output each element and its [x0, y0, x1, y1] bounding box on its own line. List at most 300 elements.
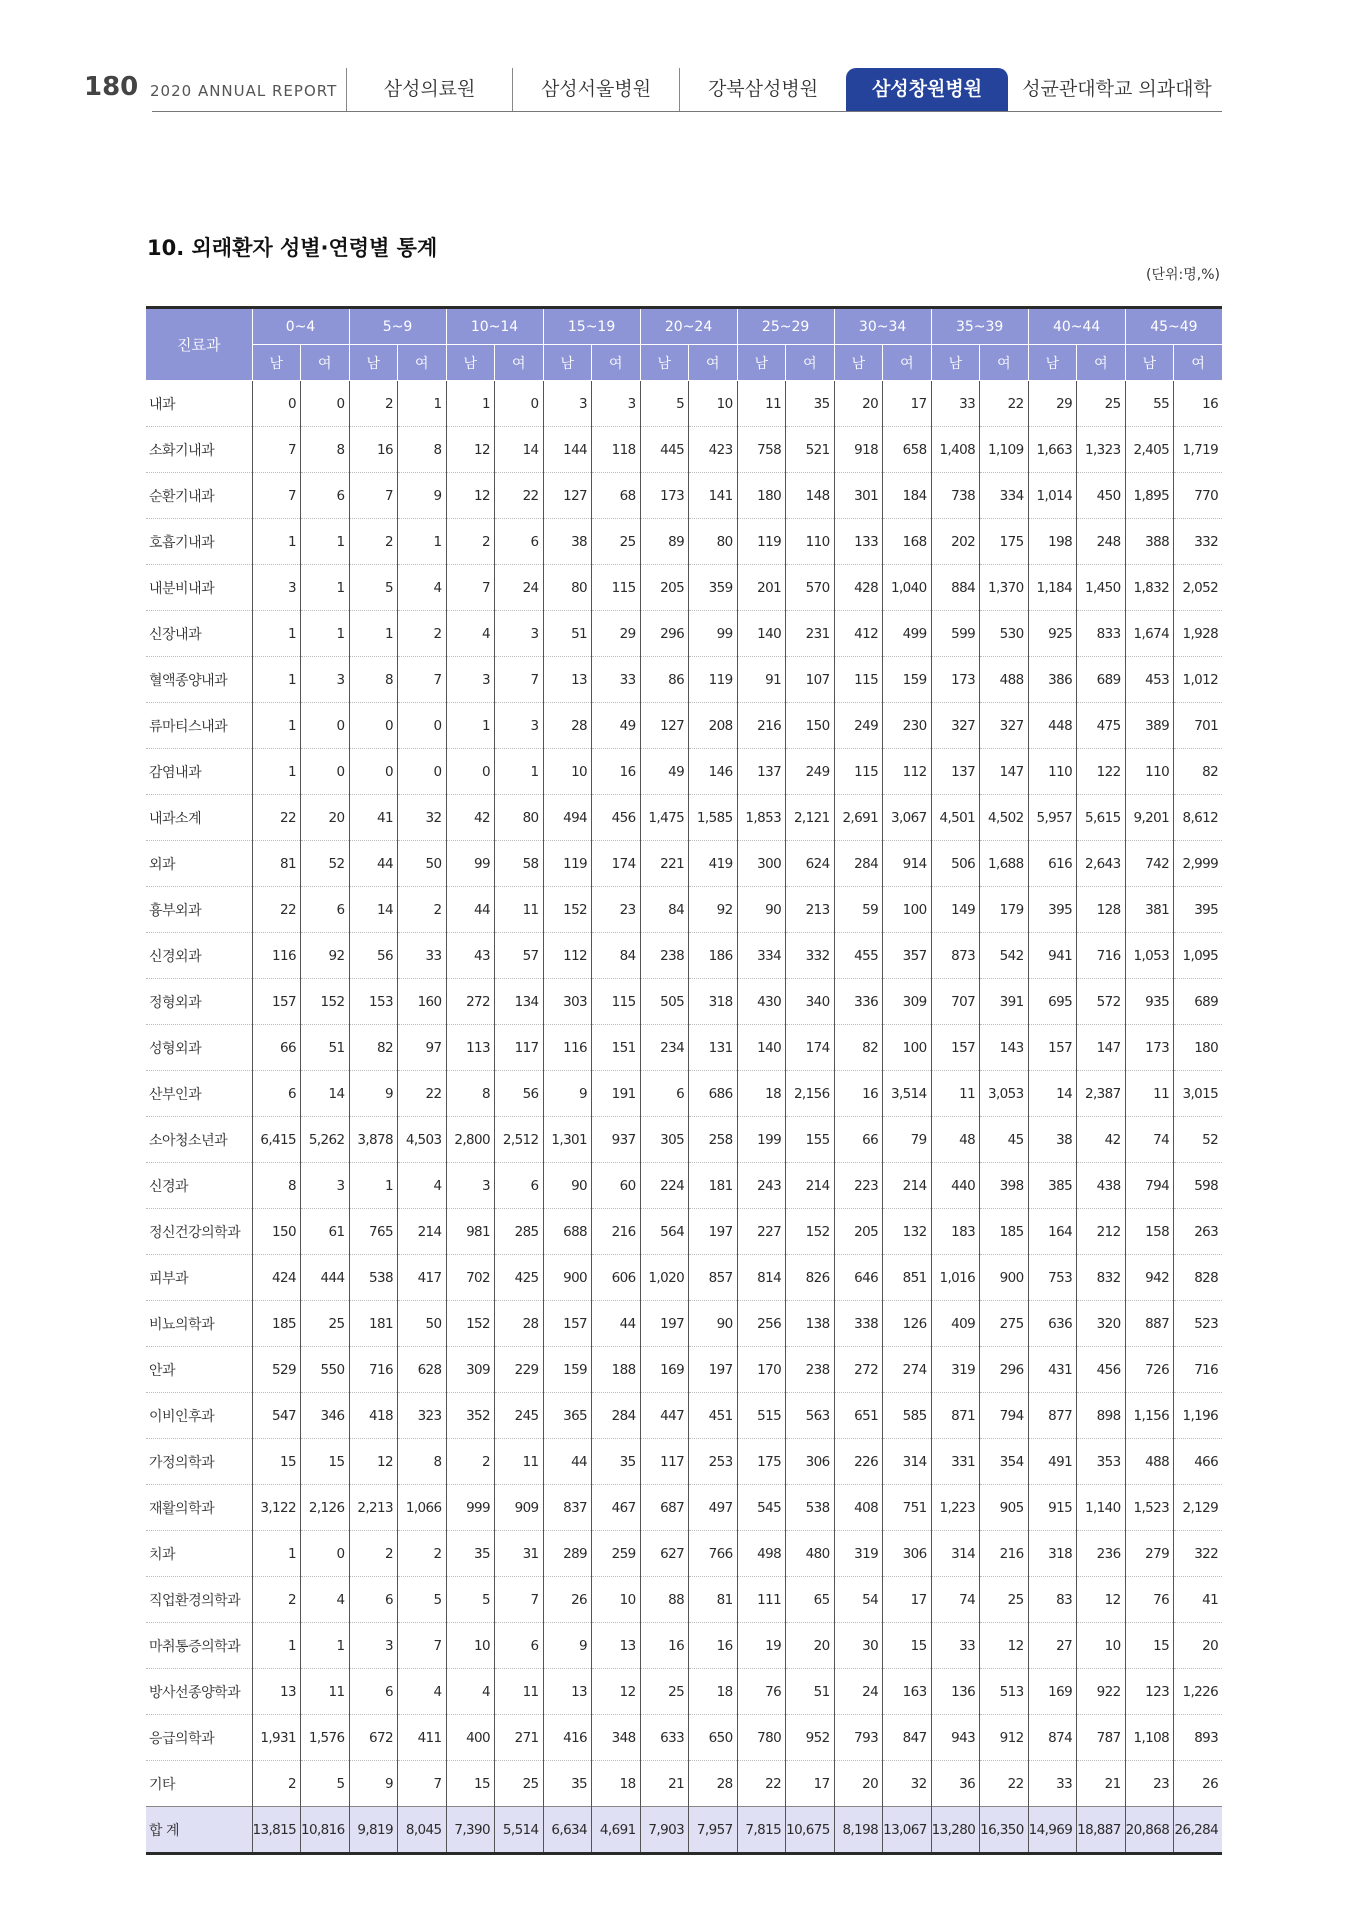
value-cell: 646 [834, 1255, 883, 1301]
value-cell: 168 [883, 519, 932, 565]
value-cell: 424 [252, 1255, 301, 1301]
dept-name: 비뇨의학과 [146, 1301, 252, 1347]
value-cell: 305 [640, 1117, 689, 1163]
value-cell: 16 [349, 427, 398, 473]
value-cell: 20 [834, 1761, 883, 1807]
value-cell: 147 [1077, 1025, 1126, 1071]
value-cell: 381 [1125, 887, 1174, 933]
value-cell: 144 [543, 427, 592, 473]
value-cell: 33 [398, 933, 447, 979]
value-cell: 117 [495, 1025, 544, 1071]
dept-name: 내과 [146, 381, 252, 427]
value-cell: 253 [689, 1439, 738, 1485]
value-cell: 131 [689, 1025, 738, 1071]
value-cell: 707 [931, 979, 980, 1025]
value-cell: 216 [592, 1209, 641, 1255]
value-cell: 1 [252, 703, 301, 749]
value-cell: 1,370 [980, 565, 1029, 611]
value-cell: 180 [1174, 1025, 1223, 1071]
tab-samsung-medical-center[interactable]: 삼성의료원 [346, 68, 512, 111]
value-cell: 5 [301, 1761, 350, 1807]
value-cell: 3 [495, 703, 544, 749]
value-cell: 616 [1028, 841, 1077, 887]
value-cell: 1,226 [1174, 1669, 1223, 1715]
value-cell: 716 [1077, 933, 1126, 979]
dept-name: 합 계 [146, 1807, 252, 1854]
value-cell: 327 [980, 703, 1029, 749]
value-cell: 80 [543, 565, 592, 611]
value-cell: 59 [834, 887, 883, 933]
value-cell: 385 [1028, 1163, 1077, 1209]
value-cell: 113 [446, 1025, 495, 1071]
value-cell: 0 [446, 749, 495, 795]
value-cell: 0 [398, 703, 447, 749]
dept-name: 마취통증의학과 [146, 1623, 252, 1669]
value-cell: 418 [349, 1393, 398, 1439]
value-cell: 877 [1028, 1393, 1077, 1439]
value-cell: 1,576 [301, 1715, 350, 1761]
value-cell: 26,284 [1174, 1807, 1223, 1854]
value-cell: 81 [689, 1577, 738, 1623]
value-cell: 155 [786, 1117, 835, 1163]
age-group-header: 15~19 [543, 308, 640, 345]
value-cell: 25 [1077, 381, 1126, 427]
age-group-header: 35~39 [931, 308, 1028, 345]
value-cell: 450 [1077, 473, 1126, 519]
value-cell: 4 [398, 565, 447, 611]
value-cell: 149 [931, 887, 980, 933]
value-cell: 164 [1028, 1209, 1077, 1255]
value-cell: 300 [737, 841, 786, 887]
unit-label: (단위:명,%) [1146, 267, 1220, 283]
value-cell: 6 [301, 887, 350, 933]
value-cell: 230 [883, 703, 932, 749]
tab-samsung-changwon-hospital[interactable]: 삼성창원병원 [846, 68, 1008, 111]
table-row [146, 381, 1222, 427]
value-cell: 7 [398, 1623, 447, 1669]
value-cell: 6 [495, 519, 544, 565]
value-cell: 6,415 [252, 1117, 301, 1163]
value-cell: 1,095 [1174, 933, 1223, 979]
value-cell: 107 [786, 657, 835, 703]
value-cell: 327 [931, 703, 980, 749]
value-cell: 16 [689, 1623, 738, 1669]
header-divider [152, 111, 1222, 112]
value-cell: 3 [495, 611, 544, 657]
value-cell: 301 [834, 473, 883, 519]
value-cell: 229 [495, 1347, 544, 1393]
value-cell: 1,053 [1125, 933, 1174, 979]
value-cell: 701 [1174, 703, 1223, 749]
value-cell: 9 [349, 1071, 398, 1117]
value-cell: 58 [495, 841, 544, 887]
value-cell: 538 [349, 1255, 398, 1301]
value-cell: 529 [252, 1347, 301, 1393]
value-cell: 3,015 [1174, 1071, 1223, 1117]
value-cell: 1 [252, 749, 301, 795]
value-cell: 22 [252, 795, 301, 841]
value-cell: 25 [980, 1577, 1029, 1623]
value-cell: 221 [640, 841, 689, 887]
value-cell: 110 [1125, 749, 1174, 795]
value-cell: 33 [592, 657, 641, 703]
value-cell: 197 [689, 1347, 738, 1393]
table-header [146, 308, 1222, 381]
value-cell: 18 [737, 1071, 786, 1117]
value-cell: 28 [689, 1761, 738, 1807]
value-cell: 388 [1125, 519, 1174, 565]
tab-samsung-seoul-hospital[interactable]: 삼성서울병원 [512, 68, 679, 111]
value-cell: 52 [1174, 1117, 1223, 1163]
value-cell: 284 [834, 841, 883, 887]
value-cell: 202 [931, 519, 980, 565]
value-cell: 2 [349, 1531, 398, 1577]
value-cell: 159 [543, 1347, 592, 1393]
value-cell: 92 [301, 933, 350, 979]
value-cell: 14 [349, 887, 398, 933]
value-cell: 412 [834, 611, 883, 657]
age-group-header: 30~34 [834, 308, 931, 345]
value-cell: 173 [931, 657, 980, 703]
value-cell: 83 [1028, 1577, 1077, 1623]
table-row [146, 1485, 1222, 1531]
value-cell: 999 [446, 1485, 495, 1531]
value-cell: 17 [883, 381, 932, 427]
value-cell: 201 [737, 565, 786, 611]
value-cell: 515 [737, 1393, 786, 1439]
value-cell: 21 [640, 1761, 689, 1807]
value-cell: 3,067 [883, 795, 932, 841]
value-cell: 88 [640, 1577, 689, 1623]
value-cell: 49 [640, 749, 689, 795]
value-cell: 137 [931, 749, 980, 795]
dept-name: 직업환경의학과 [146, 1577, 252, 1623]
table-row [146, 1071, 1222, 1117]
value-cell: 2 [398, 611, 447, 657]
value-cell: 331 [931, 1439, 980, 1485]
value-cell: 51 [301, 1025, 350, 1071]
value-cell: 227 [737, 1209, 786, 1255]
value-cell: 14 [1028, 1071, 1077, 1117]
value-cell: 51 [786, 1669, 835, 1715]
value-cell: 122 [1077, 749, 1126, 795]
value-cell: 259 [592, 1531, 641, 1577]
value-cell: 91 [737, 657, 786, 703]
value-cell: 10 [689, 381, 738, 427]
value-cell: 12 [592, 1669, 641, 1715]
value-cell: 391 [980, 979, 1029, 1025]
value-cell: 19 [737, 1623, 786, 1669]
value-cell: 627 [640, 1531, 689, 1577]
value-cell: 119 [737, 519, 786, 565]
value-cell: 33 [931, 381, 980, 427]
value-cell: 466 [1174, 1439, 1223, 1485]
dept-name: 재활의학과 [146, 1485, 252, 1531]
value-cell: 66 [834, 1117, 883, 1163]
value-cell: 36 [931, 1761, 980, 1807]
table-row [146, 657, 1222, 703]
value-cell: 416 [543, 1715, 592, 1761]
value-cell: 14 [301, 1071, 350, 1117]
value-cell: 137 [737, 749, 786, 795]
value-cell: 687 [640, 1485, 689, 1531]
value-cell: 1,109 [980, 427, 1029, 473]
value-cell: 306 [786, 1439, 835, 1485]
table-row [146, 1209, 1222, 1255]
female-header: 여 [495, 345, 544, 381]
value-cell: 152 [301, 979, 350, 1025]
value-cell: 837 [543, 1485, 592, 1531]
value-cell: 175 [737, 1439, 786, 1485]
value-cell: 3 [252, 565, 301, 611]
value-cell: 132 [883, 1209, 932, 1255]
value-cell: 138 [786, 1301, 835, 1347]
value-cell: 738 [931, 473, 980, 519]
value-cell: 199 [737, 1117, 786, 1163]
value-cell: 11 [301, 1669, 350, 1715]
value-cell: 1,016 [931, 1255, 980, 1301]
value-cell: 456 [592, 795, 641, 841]
value-cell: 15 [301, 1439, 350, 1485]
value-cell: 0 [301, 703, 350, 749]
value-cell: 116 [252, 933, 301, 979]
value-cell: 11 [495, 1669, 544, 1715]
dept-name: 신장내과 [146, 611, 252, 657]
value-cell: 54 [834, 1577, 883, 1623]
value-cell: 32 [398, 795, 447, 841]
value-cell: 45 [980, 1117, 1029, 1163]
value-cell: 352 [446, 1393, 495, 1439]
value-cell: 55 [1125, 381, 1174, 427]
value-cell: 2,129 [1174, 1485, 1223, 1531]
value-cell: 7 [495, 657, 544, 703]
value-cell: 409 [931, 1301, 980, 1347]
dept-name: 정신건강의학과 [146, 1209, 252, 1255]
value-cell: 191 [592, 1071, 641, 1117]
value-cell: 29 [1028, 381, 1077, 427]
value-cell: 538 [786, 1485, 835, 1531]
dept-name: 성형외과 [146, 1025, 252, 1071]
value-cell: 3,122 [252, 1485, 301, 1531]
value-cell: 163 [883, 1669, 932, 1715]
value-cell: 695 [1028, 979, 1077, 1025]
dept-name: 감염내과 [146, 749, 252, 795]
table-row [146, 979, 1222, 1025]
value-cell: 400 [446, 1715, 495, 1761]
value-cell: 35 [592, 1439, 641, 1485]
dept-name: 호흡기내과 [146, 519, 252, 565]
value-cell: 0 [301, 381, 350, 427]
value-cell: 497 [689, 1485, 738, 1531]
value-cell: 1 [301, 519, 350, 565]
dept-name: 피부과 [146, 1255, 252, 1301]
value-cell: 296 [980, 1347, 1029, 1393]
value-cell: 169 [640, 1347, 689, 1393]
value-cell: 319 [931, 1347, 980, 1393]
value-cell: 480 [786, 1531, 835, 1577]
value-cell: 147 [980, 749, 1029, 795]
dept-name: 방사선종양학과 [146, 1669, 252, 1715]
value-cell: 1,523 [1125, 1485, 1174, 1531]
value-cell: 169 [1028, 1669, 1077, 1715]
value-cell: 8,612 [1174, 795, 1223, 841]
value-cell: 2,121 [786, 795, 835, 841]
value-cell: 160 [398, 979, 447, 1025]
value-cell: 338 [834, 1301, 883, 1347]
value-cell: 6 [301, 473, 350, 519]
table-row [146, 841, 1222, 887]
value-cell: 0 [349, 749, 398, 795]
value-cell: 100 [883, 887, 932, 933]
value-cell: 826 [786, 1255, 835, 1301]
value-cell: 319 [834, 1531, 883, 1577]
female-header: 여 [1174, 345, 1223, 381]
value-cell: 2 [349, 519, 398, 565]
value-cell: 23 [1125, 1761, 1174, 1807]
value-cell: 793 [834, 1715, 883, 1761]
female-header: 여 [398, 345, 447, 381]
value-cell: 48 [931, 1117, 980, 1163]
value-cell: 24 [834, 1669, 883, 1715]
value-cell: 44 [446, 887, 495, 933]
value-cell: 765 [349, 1209, 398, 1255]
value-cell: 3 [301, 657, 350, 703]
value-cell: 18 [592, 1761, 641, 1807]
value-cell: 180 [737, 473, 786, 519]
value-cell: 223 [834, 1163, 883, 1209]
value-cell: 5 [446, 1577, 495, 1623]
value-cell: 5,514 [495, 1807, 544, 1854]
value-cell: 3 [446, 1163, 495, 1209]
value-cell: 494 [543, 795, 592, 841]
value-cell: 2,052 [1174, 565, 1223, 611]
value-cell: 1 [495, 749, 544, 795]
value-cell: 238 [640, 933, 689, 979]
value-cell: 545 [737, 1485, 786, 1531]
value-cell: 197 [640, 1301, 689, 1347]
value-cell: 0 [301, 1531, 350, 1577]
value-cell: 38 [1028, 1117, 1077, 1163]
value-cell: 115 [834, 749, 883, 795]
value-cell: 13 [592, 1623, 641, 1669]
value-cell: 564 [640, 1209, 689, 1255]
value-cell: 74 [1125, 1117, 1174, 1163]
value-cell: 1,184 [1028, 565, 1077, 611]
value-cell: 12 [446, 427, 495, 473]
value-cell: 431 [1028, 1347, 1077, 1393]
value-cell: 453 [1125, 657, 1174, 703]
male-header: 남 [1125, 345, 1174, 381]
value-cell: 395 [1028, 887, 1077, 933]
tab-skku-medical-school[interactable]: 성균관대학교 의과대학 [1022, 78, 1212, 100]
value-cell: 1 [349, 611, 398, 657]
female-header: 여 [1077, 345, 1126, 381]
value-cell: 1,066 [398, 1485, 447, 1531]
value-cell: 26 [543, 1577, 592, 1623]
table-row [146, 1761, 1222, 1807]
value-cell: 133 [834, 519, 883, 565]
male-header: 남 [931, 345, 980, 381]
value-cell: 35 [446, 1531, 495, 1577]
value-cell: 89 [640, 519, 689, 565]
value-cell: 81 [252, 841, 301, 887]
value-cell: 425 [495, 1255, 544, 1301]
value-cell: 1 [446, 381, 495, 427]
value-cell: 1 [398, 519, 447, 565]
value-cell: 56 [349, 933, 398, 979]
value-cell: 303 [543, 979, 592, 1025]
value-cell: 702 [446, 1255, 495, 1301]
value-cell: 365 [543, 1393, 592, 1439]
value-cell: 56 [495, 1071, 544, 1117]
value-cell: 17 [883, 1577, 932, 1623]
value-cell: 31 [495, 1531, 544, 1577]
section-title: 10. 외래환자 성별·연령별 통계 [147, 236, 438, 260]
value-cell: 44 [543, 1439, 592, 1485]
value-cell: 346 [301, 1393, 350, 1439]
value-cell: 828 [1174, 1255, 1223, 1301]
value-cell: 505 [640, 979, 689, 1025]
male-header: 남 [446, 345, 495, 381]
value-cell: 86 [640, 657, 689, 703]
value-cell: 952 [786, 1715, 835, 1761]
age-group-header: 40~44 [1028, 308, 1125, 345]
male-header: 남 [640, 345, 689, 381]
value-cell: 2,691 [834, 795, 883, 841]
value-cell: 13,815 [252, 1807, 301, 1854]
value-cell: 395 [1174, 887, 1223, 933]
dept-name: 신경외과 [146, 933, 252, 979]
value-cell: 20 [301, 795, 350, 841]
value-cell: 271 [495, 1715, 544, 1761]
value-cell: 334 [980, 473, 1029, 519]
value-cell: 141 [689, 473, 738, 519]
value-cell: 6 [349, 1669, 398, 1715]
total-row [146, 1807, 1222, 1854]
value-cell: 2,800 [446, 1117, 495, 1163]
value-cell: 3,878 [349, 1117, 398, 1163]
value-cell: 1 [349, 1163, 398, 1209]
value-cell: 158 [1125, 1209, 1174, 1255]
value-cell: 128 [1077, 887, 1126, 933]
value-cell: 941 [1028, 933, 1077, 979]
tab-kangbuk-samsung-hospital[interactable]: 강북삼성병원 [679, 68, 846, 111]
dept-name: 치과 [146, 1531, 252, 1577]
value-cell: 447 [640, 1393, 689, 1439]
value-cell: 585 [883, 1393, 932, 1439]
value-cell: 42 [446, 795, 495, 841]
value-cell: 7,903 [640, 1807, 689, 1854]
value-cell: 22 [252, 887, 301, 933]
value-cell: 65 [786, 1577, 835, 1623]
value-cell: 2,213 [349, 1485, 398, 1531]
value-cell: 943 [931, 1715, 980, 1761]
value-cell: 905 [980, 1485, 1029, 1531]
value-cell: 386 [1028, 657, 1077, 703]
value-cell: 79 [883, 1117, 932, 1163]
value-cell: 157 [931, 1025, 980, 1071]
male-header: 남 [252, 345, 301, 381]
value-cell: 1 [301, 611, 350, 657]
value-cell: 57 [495, 933, 544, 979]
value-cell: 1,323 [1077, 427, 1126, 473]
value-cell: 1,014 [1028, 473, 1077, 519]
dept-name: 혈액종양내과 [146, 657, 252, 703]
value-cell: 18 [689, 1669, 738, 1715]
report-label: 2020 ANNUAL REPORT [150, 82, 338, 100]
value-cell: 922 [1077, 1669, 1126, 1715]
value-cell: 272 [834, 1347, 883, 1393]
